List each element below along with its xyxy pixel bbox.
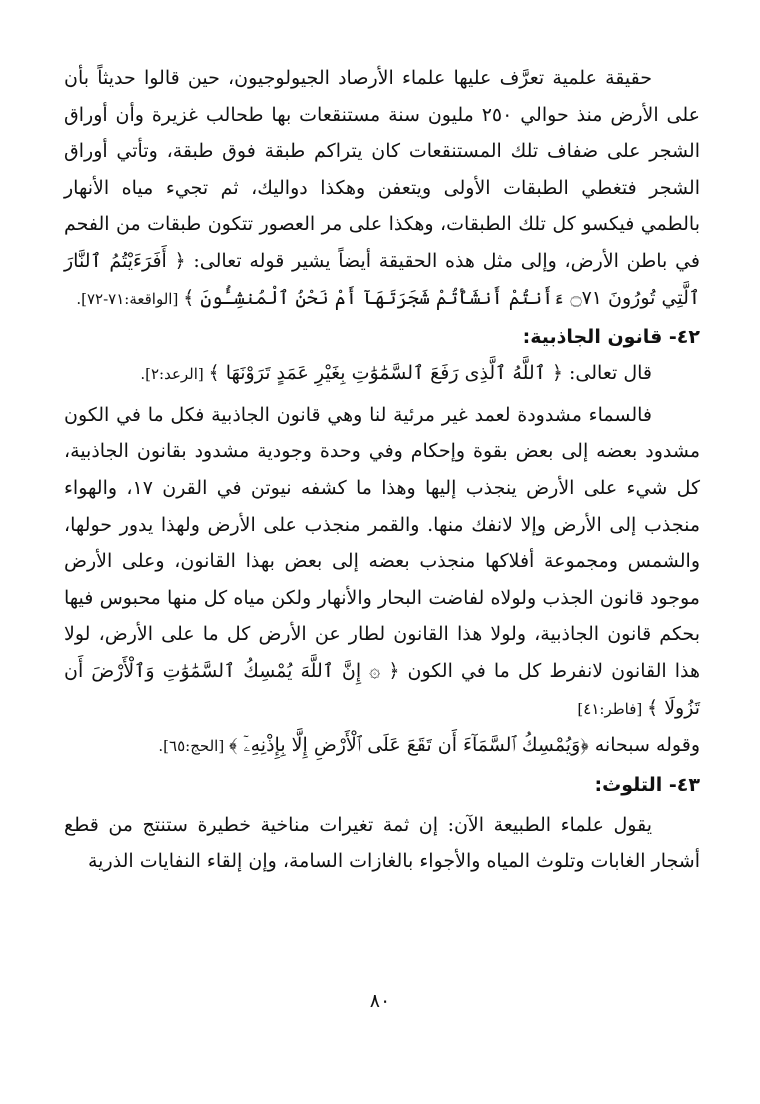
paragraph-hajj-verse bbox=[64, 727, 700, 765]
quran-verse-hajj: ﴿وَيُمْسِكُ ٱلسَّمَآءَ أَن تَقَعَ عَلَى ٱلْأَرْضِ إِلَّا بِإِذْنِهِۦٓ ﴾ bbox=[228, 734, 589, 757]
reference-waqiah: [الواقعة:٧١-٧٢]. bbox=[76, 289, 184, 308]
paragraph-pollution-text: يقول علماء الطبيعة الآن: إن ثمة تغيرات مناخية خطيرة ستنتج من قطع أشجار الغابات وتلوث المياه والأجواء بالغازات السامة، وإن إلقاء النفايات الذرية bbox=[64, 813, 700, 873]
page-number: ٨٠ bbox=[369, 990, 391, 1012]
hajj-intro: وقوله سبحانه bbox=[588, 734, 700, 757]
quran-verse-waqiah: ﴿ أَفَرَءَيْتُمُ ٱلنَّارَ ٱلَّتِي تُورُونَ ۝٧١ ءَأَنتُمْ أَنشَأْتُمْ شَجَرَتَهَآ أَمْ نَحْنُ ٱلْمُنشِـُٔونَ ﴾ bbox=[64, 249, 700, 309]
gravity-intro: قال تعالى: bbox=[562, 362, 652, 385]
quran-verse-raad: ﴿ ٱللَّهُ ٱلَّذِى رَفَعَ ٱلسَّمَٰوَٰتِ بِغَيْرِ عَمَدٍ تَرَوْنَهَا ﴾ bbox=[208, 362, 563, 385]
paragraph-gravity-text: فالسماء مشدودة لعمد غير مرئية لنا وهي قانون الجاذبية فكل ما في الكون مشدود بعضه إلى بعض بقوة وإحكام وفي وحدة وجودية مشدود بقانون الجاذبية، كل شيء على الأرض ينجذب إليها وهذا ما كشفه نيوتن في القرن ١٧، والهواء منجذب إلى الأرض وإلا لانفك منها. والقمر منجذب على الأرض ولهذا يدور حولها، والشمس ومجموعة أفلاكها منجذب بعضه إلى بعض بهذا القانون، وعلى الأرض موجود قانون الجذب ولولاه لفاضت البحار والأنهار ولكن مياه كل منها محبوس فيها بحكم قانون الجاذبية، ولولا هذا القانون لطار عن الأرض كل ما على الأرض، لولا هذا القانون لانفرط كل ما في الكون bbox=[64, 403, 701, 682]
paragraph-pollution bbox=[64, 807, 700, 880]
paragraph-coal bbox=[64, 60, 700, 317]
section-heading-pollution: ٤٣- التلوث: bbox=[594, 773, 700, 796]
section-heading-gravity: ٤٢- قانون الجاذبية: bbox=[522, 326, 700, 349]
paragraph-gravity bbox=[64, 397, 700, 727]
quran-verse-fatir: ﴿ ۞ إِنَّ ٱللَّهَ يُمْسِكُ ٱلسَّمَٰوَٰتِ وَٱلْأَرْضَ أَن تَزُولَا ﴾ bbox=[64, 659, 700, 719]
reference-fatir: [فاطر:٤١] bbox=[577, 699, 648, 718]
paragraph-coal-text: حقيقة علمية تعرَّف عليها علماء الأرصاد الجيولوجيون، حين قالوا حديثاً بأن على الأرض منذ حوالي ٢٥٠ مليون سنة مستنقعات بها طحالب غزيرة وأن أوراق الشجر على ضفاف تلك المستنقعات كان يتراكم طبقة فوق طبقة، وتأتي أوراق الشجر فتغطي الطبقات الأولى ويتعفن وهكذا دواليك، ثم تجيء مياه الأنهار بالطمي فيكسو كل تلك الطبقات، وهكذا على مر العصور تتكون طبقات من الفحم في باطن الأرض، وإلى مثل هذه الحقيقة أيضاً يشير قوله تعالى: bbox=[64, 67, 700, 272]
reference-hajj: [الحج:٦٥]. bbox=[158, 737, 229, 756]
page-body bbox=[64, 60, 700, 880]
reference-raad: [الرعد:٢]. bbox=[140, 365, 209, 384]
paragraph-gravity-verse bbox=[64, 355, 700, 393]
